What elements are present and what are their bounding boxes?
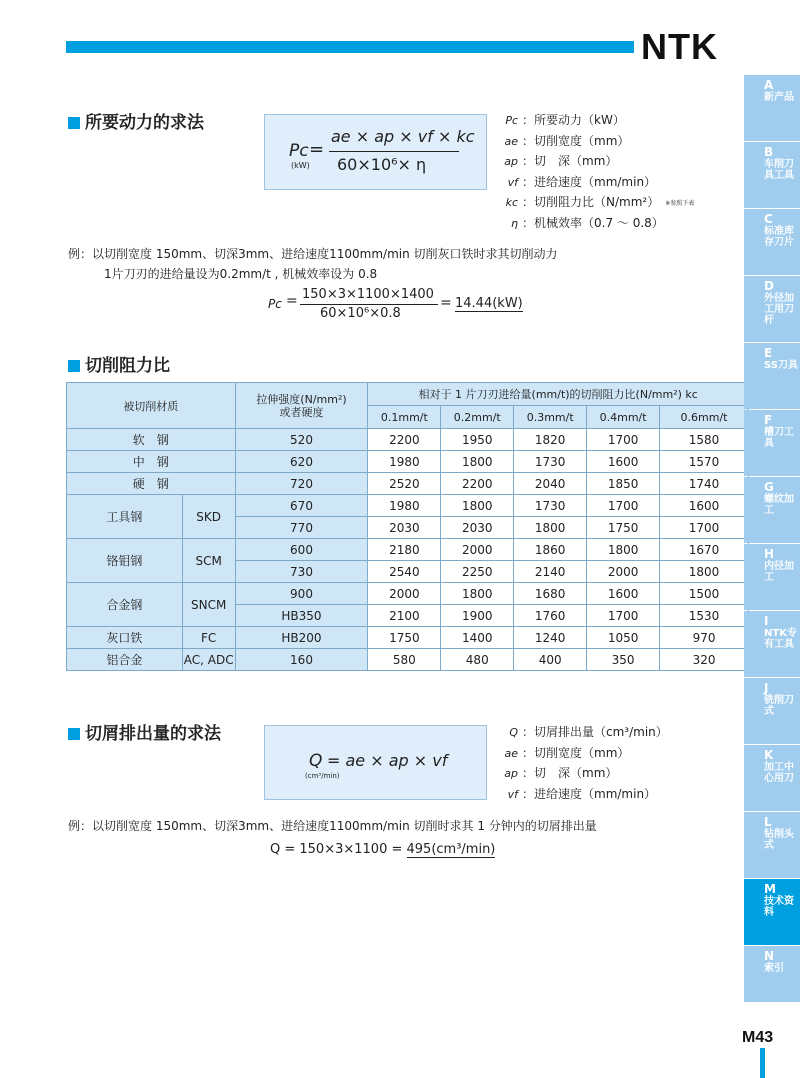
legend-row: vf ：进给速度（mm/min） [507,786,657,801]
material-cell: 铬钼钢 [67,539,183,583]
value-cell: 2520 [368,473,441,495]
page-number-bar [760,1048,765,1078]
side-tab-h[interactable]: H 内径加工 [744,544,800,610]
strength-cell: 770 [235,517,368,539]
side-tab-m[interactable]: M 技术资料 [744,879,800,945]
value-cell: 1980 [368,451,441,473]
side-tab-b[interactable]: B 车削刀具工具 [744,142,800,208]
value-cell: 1600 [587,451,660,473]
chip-formula-box [264,725,487,800]
header-feed-group: 相对于 1 片刀刃进给量(mm/t)的切削阻力比(N/mm²) kc [368,383,749,406]
value-cell: 1740 [660,473,749,495]
legend-row: ae ：切削宽度（mm） [504,745,630,760]
material-cell: 合金钢 [67,583,183,627]
legend-row: ap ：切 深（mm） [504,766,618,780]
calc-lhs: Pc [268,297,282,311]
material-cell: 软 钢 [67,429,236,451]
chip-example: 例：以切削宽度 150mm、切深3mm、进给速度1100mm/min 切削时求其 1 分钟内的切屑排出量 [68,819,597,833]
value-cell: 2000 [441,539,514,561]
power-legend [500,110,694,233]
value-cell: 1700 [660,517,749,539]
material-cell: 铝合金 [67,649,183,671]
square-bullet-icon [68,360,80,372]
chip-formula-rhs: = ae × ap × vf [327,751,448,770]
code-cell: SKD [182,495,235,539]
section-title-chip-removal: 切屑排出量的求法 [68,723,221,745]
side-tab-i[interactable]: I NTK专有工具 [744,611,800,677]
header-feed: 0.2mm/t [441,406,514,429]
square-bullet-icon [68,728,80,740]
legend-row: ae ：切削宽度（mm） [504,133,630,148]
chip-formula-lhs: Q [309,751,323,771]
header-feed: 0.3mm/t [514,406,587,429]
value-cell: 1820 [514,429,587,451]
value-cell: 2000 [368,583,441,605]
page-number: M43 [742,1029,774,1046]
chip-legend [500,722,668,804]
strength-cell: 160 [235,649,368,671]
legend-row: Pc ：所要动力（kW） [505,113,625,127]
value-cell: 1980 [368,495,441,517]
value-cell: 1730 [514,451,587,473]
formula-lhs: Pc [289,141,309,161]
header-strength: 拉伸强度(N/mm²) 或者硬度 [235,383,368,429]
see-table-note: ※参照下表 [665,200,695,207]
chip-calc [270,842,495,857]
material-cell: 工具钢 [67,495,183,539]
value-cell: 1800 [441,495,514,517]
table-row [67,495,749,517]
section-title-resistance: 切削阻力比 [68,355,170,377]
side-tab-a[interactable]: A 新产品 [744,75,800,141]
material-cell: 中 钢 [67,451,236,473]
strength-cell: 600 [235,539,368,561]
value-cell: 350 [587,649,660,671]
value-cell: 1600 [660,495,749,517]
table-row [67,539,749,561]
value-cell: 580 [368,649,441,671]
header-feed: 0.4mm/t [587,406,660,429]
value-cell: 1700 [587,429,660,451]
formula-equals: = [309,139,325,160]
value-cell: 1800 [587,539,660,561]
value-cell: 1400 [441,627,514,649]
value-cell: 1800 [441,583,514,605]
calc-result: 14.44(kW) [455,296,523,311]
value-cell: 2200 [441,473,514,495]
value-cell: 1750 [587,517,660,539]
value-cell: 1580 [660,429,749,451]
value-cell: 1680 [514,583,587,605]
value-cell: 1700 [587,605,660,627]
strength-cell: 730 [235,561,368,583]
value-cell: 1050 [587,627,660,649]
side-tab-k[interactable]: K 加工中心用刀 [744,745,800,811]
value-cell: 1950 [441,429,514,451]
material-cell: 硬 钢 [67,473,236,495]
header-bar [66,41,634,53]
value-cell: 1240 [514,627,587,649]
legend-row: η ：机械效率（0.7 ～ 0.8） [511,215,664,230]
strength-cell: 670 [235,495,368,517]
power-formula-box [264,114,487,190]
strength-cell: 520 [235,429,368,451]
strength-cell: HB350 [235,605,368,627]
calc-equals-2: = [440,295,452,311]
value-cell: 2030 [441,517,514,539]
value-cell: 970 [660,627,749,649]
strength-cell: 900 [235,583,368,605]
cutting-resistance-table [66,382,749,671]
value-cell: 1760 [514,605,587,627]
power-example-line2: 1片刀刃的进给量设为0.2mm/t , 机械效率设为 0.8 [104,267,378,281]
value-cell: 1600 [587,583,660,605]
value-cell: 2140 [514,561,587,583]
side-tab-j[interactable]: J 铣削刀式 [744,678,800,744]
value-cell: 480 [441,649,514,671]
table-header-row [67,383,749,406]
value-cell: 400 [514,649,587,671]
table-row [67,473,749,495]
formula-lhs-unit: (kW) [291,161,310,170]
value-cell: 2040 [514,473,587,495]
value-cell: 2200 [368,429,441,451]
table-row [67,583,749,605]
code-cell: SNCM [182,583,235,627]
value-cell: 1800 [660,561,749,583]
side-tab-d[interactable]: D 外径加工用刀杆 [744,276,800,342]
material-cell: 灰口铁 [67,627,183,649]
header-feed: 0.1mm/t [368,406,441,429]
value-cell: 2030 [368,517,441,539]
side-tab-l[interactable]: L 钻削头式 [744,812,800,878]
value-cell: 2250 [441,561,514,583]
code-cell: SCM [182,539,235,583]
value-cell: 1800 [441,451,514,473]
value-cell: 2100 [368,605,441,627]
value-cell: 1700 [587,495,660,517]
fraction-line [329,151,459,152]
value-cell: 1530 [660,605,749,627]
legend-row: ap ：切 深（mm） [504,154,618,168]
legend-row: Q ：切屑排出量（cm³/min） [509,725,668,739]
table-row [67,451,749,473]
formula-numerator: ae × ap × vf × kc [331,127,475,146]
formula-denominator: 60×10⁶× η [337,155,427,174]
calc-fraction-line [300,304,438,305]
value-cell: 1850 [587,473,660,495]
value-cell: 1670 [660,539,749,561]
value-cell: 320 [660,649,749,671]
calc-denominator: 60×10⁶×0.8 [320,306,401,321]
header-material: 被切削材质 [67,383,236,429]
section-title-power: 所要动力的求法 [68,112,204,134]
value-cell: 1730 [514,495,587,517]
square-bullet-icon [68,117,80,129]
value-cell: 1860 [514,539,587,561]
power-example-line1: 例：以切削宽度 150mm、切深3mm、进给速度1100mm/min 切削灰口铁时求其切削动力 [68,247,558,261]
strength-cell: HB200 [235,627,368,649]
table-row [67,429,749,451]
legend-row: vf ：进给速度（mm/min） [507,174,657,189]
value-cell: 2180 [368,539,441,561]
value-cell: 1570 [660,451,749,473]
value-cell: 2540 [368,561,441,583]
code-cell: FC [182,627,235,649]
side-tab-g[interactable]: G 螺纹加工 [744,477,800,543]
chip-calc-result: 495(cm³/min) [406,842,496,857]
value-cell: 1750 [368,627,441,649]
code-cell: AC, ADC [182,649,235,671]
value-cell: 1500 [660,583,749,605]
calc-equals: = [286,293,298,309]
side-tab-c[interactable]: C 标准库存刀片 [744,209,800,275]
ntk-logo: NTK [641,26,718,67]
chip-formula-unit: (cm³/min) [305,772,340,780]
side-tab-f[interactable]: F 槽刀工具 [744,410,800,476]
strength-cell: 620 [235,451,368,473]
legend-row: kc ：切削阻力比（N/mm²） ※参照下表 [505,195,695,209]
table-row [67,649,749,671]
value-cell: 1800 [514,517,587,539]
table-row [67,627,749,649]
strength-cell: 720 [235,473,368,495]
header-feed: 0.6mm/t [660,406,749,429]
value-cell: 1900 [441,605,514,627]
chip-calc-expr: Q = 150×3×1100 = [270,842,407,857]
side-tab-n[interactable]: N 索引 [744,946,800,1002]
calc-numerator: 150×3×1100×1400 [302,287,434,302]
side-tab-e[interactable]: E SS刀具 [744,343,800,409]
value-cell: 2000 [587,561,660,583]
